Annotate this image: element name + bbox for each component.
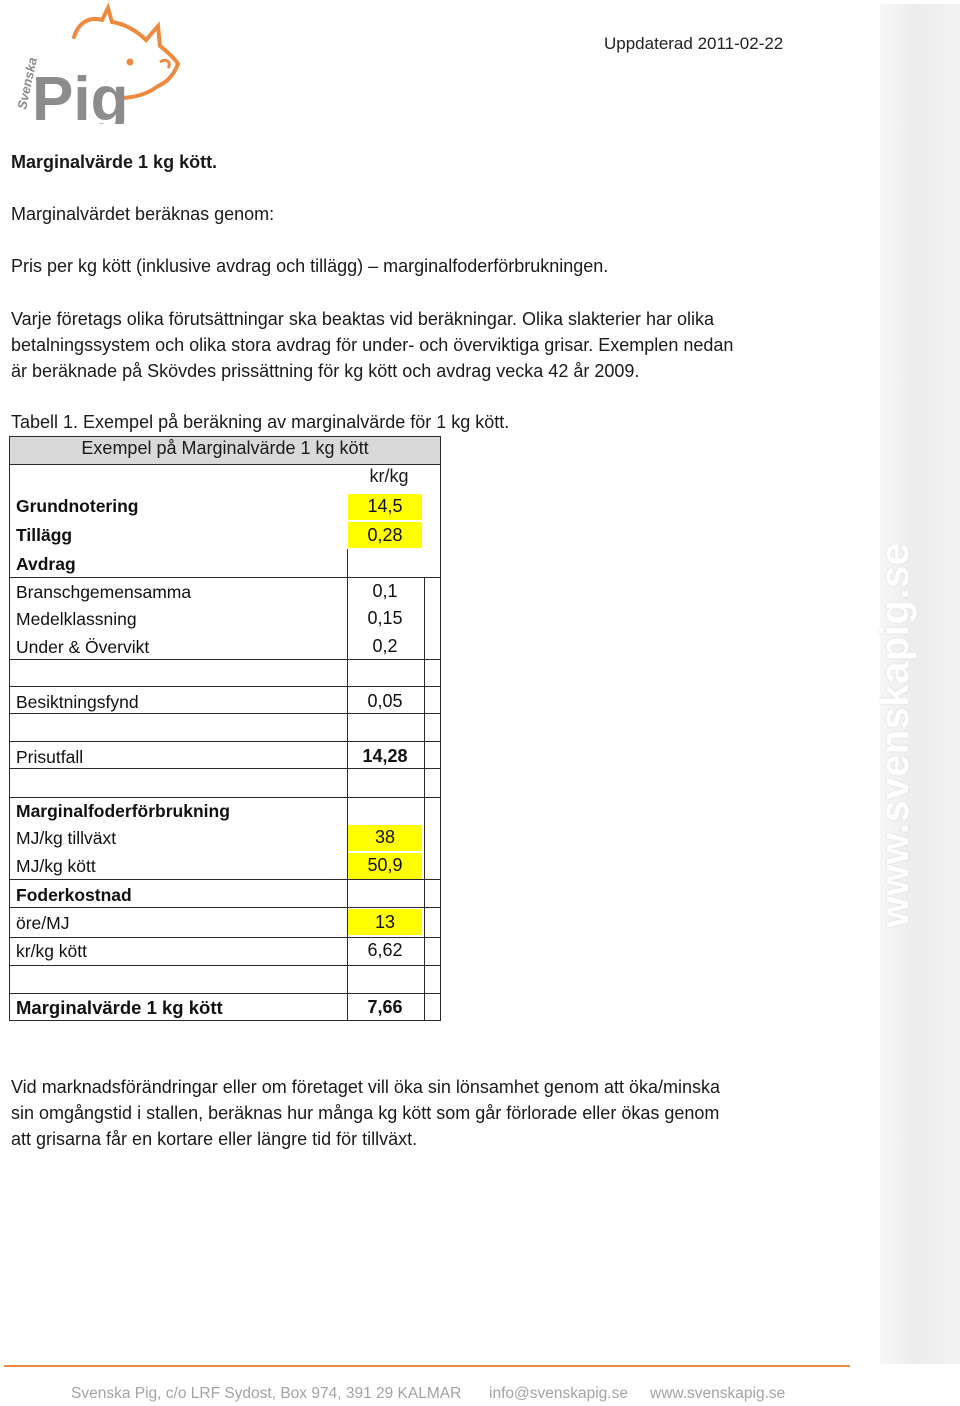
row-label: Marginalfoderförbrukning [16,801,230,821]
row-label: kr/kg kött [16,941,87,961]
row-label: Branschgemensamma [16,582,192,602]
document-title: Marginalvärde 1 kg kött. [11,152,218,172]
grid-line [9,713,441,714]
grid-line [9,436,10,1021]
side-watermark: www.svenskapig.se [873,542,917,928]
paragraph-line: att grisarna får en kortare eller längre tid för tillväxt. [11,1129,418,1149]
grid-line [9,768,441,769]
row-value: 0,2 [372,636,398,656]
row-label: Foderkostnad [16,885,132,905]
updated-date: Uppdaterad 2011-02-22 [604,34,784,53]
marginal-value-table [9,436,441,1021]
row-label: Tillägg [16,525,73,545]
paragraph-line: sin omgångstid i stallen, beräknas hur många kg kött som går förlorade eller ökas genom [11,1103,720,1123]
footer-divider [4,1365,850,1367]
paragraph-line: Vid marknadsförändringar eller om företaget vill öka sin lönsamhet genom att öka/minska [11,1077,721,1097]
formula-text: Pris per kg kött (inklusive avdrag och tillägg) – marginalfoderförbrukningen. [11,256,609,276]
grid-line [9,577,441,578]
grid-line [9,993,441,994]
intro-text: Marginalvärdet beräknas genom: [11,204,275,224]
svenska-pig-logo [8,2,184,124]
row-label: MJ/kg kött [16,856,96,876]
row-label: Medelklassning [16,609,137,629]
grid-line [9,797,441,798]
row-label: öre/MJ [16,913,70,933]
grid-line [9,1020,441,1021]
context-paragraph [11,306,811,384]
row-value: 0,1 [372,581,398,601]
row-label: Prisutfall [16,747,84,767]
row-value: 7,66 [367,997,403,1017]
closing-paragraph [11,1074,851,1152]
grid-line [9,686,441,687]
svg-text:Svenska: Svenska [14,55,40,111]
grid-line [9,741,441,742]
row-label: Grundnotering [16,496,139,516]
grid-line [9,879,441,880]
paragraph-line: är beräknade på Skövdes prissättning för kg kött och avdrag vecka 42 år 2009. [11,361,640,381]
row-label: Besiktningsfynd [16,692,139,712]
row-label: Marginalvärde 1 kg kött [16,997,223,1018]
grid-line [9,965,441,966]
paragraph-line: Varje företags olika förutsättningar ska beaktas vid beräkningar. Olika slakterier har olika [11,309,715,329]
unit-label: kr/kg [369,466,409,486]
paragraph-line: betalningssystem och olika stora avdrag för under- och överviktiga grisar. Exemplen nedan [11,335,734,355]
row-value: 0,05 [367,691,403,711]
footer-address: Svenska Pig, c/o LRF Sydost, Box 974, 391 29 KALMAR [71,1385,462,1402]
row-value: 13 [374,912,396,932]
grid-line [9,907,441,908]
row-label: Under & Övervikt [16,637,150,657]
row-value: 14,28 [362,746,408,766]
grid-line [424,577,425,1021]
row-value: 14,5 [367,496,403,516]
row-value: 0,15 [367,608,403,628]
pig-logo-icon [8,2,184,124]
grid-line [9,937,441,938]
footer-email[interactable]: info@svenskapig.se [489,1385,628,1402]
grid-line [440,436,441,1021]
table-title: Exempel på Marginalvärde 1 kg kött [81,438,369,458]
row-value: 50,9 [367,855,403,875]
row-value: 6,62 [367,940,403,960]
row-value: 0,28 [367,525,403,545]
row-label: MJ/kg tillväxt [16,828,117,848]
grid-line [9,659,441,660]
grid-line [9,436,441,437]
row-value: 38 [374,827,396,847]
grid-line [9,464,441,465]
row-label: Avdrag [16,554,76,574]
table-caption: Tabell 1. Exempel på beräkning av marginalvärde för 1 kg kött. [11,412,510,432]
footer-website[interactable]: www.svenskapig.se [650,1385,786,1402]
svg-text:Pig: Pig [32,65,129,124]
